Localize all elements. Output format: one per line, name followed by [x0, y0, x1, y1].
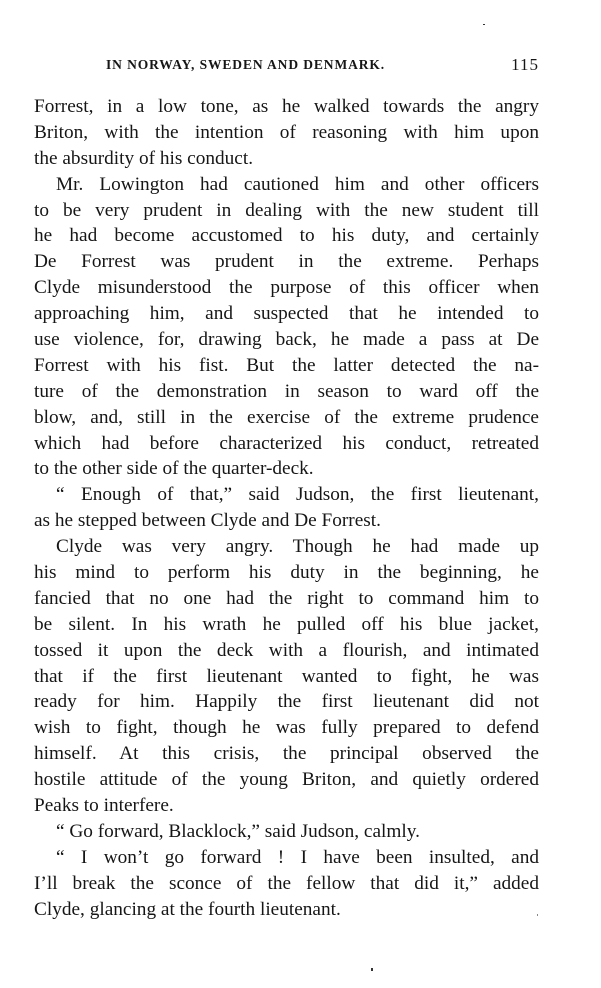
- page-number: 115: [511, 55, 539, 74]
- text-line: I’ll break the sconce of the fellow that did it,” added: [34, 872, 539, 894]
- page-header: [34, 55, 539, 77]
- text-line: himself. At this crisis, the principal observed the: [34, 743, 539, 765]
- text-line: which had before characterized his conduct, retreated: [34, 432, 539, 454]
- text-line: Peaks to interfere.: [34, 795, 174, 817]
- text-line: he had become accustomed to his duty, and certainly: [34, 225, 539, 247]
- text-line: the absurdity of his conduct.: [34, 147, 254, 169]
- print-speck: [371, 968, 373, 971]
- text-line: Mr. Lowington had cautioned him and other officers: [56, 173, 539, 195]
- text-line: wish to fight, though he was fully prepared to defend: [34, 717, 539, 739]
- text-line: be silent. In his wrath he pulled off his blue jacket,: [34, 613, 539, 635]
- print-speck: [537, 914, 538, 916]
- running-head: IN NORWAY, SWEDEN AND DENMARK.: [106, 57, 386, 72]
- print-speck: [483, 24, 485, 25]
- text-line: Clyde misunderstood the purpose of this officer when: [34, 277, 539, 299]
- text-line: ready for him. Happily the first lieutenant did not: [34, 691, 539, 713]
- text-line: as he stepped between Clyde and De Forrest.: [34, 510, 381, 532]
- text-line: ture of the demonstration in season to ward off the: [34, 380, 539, 402]
- text-line: use violence, for, drawing back, he made a pass at De: [34, 329, 539, 351]
- text-line: fancied that no one had the right to command him to: [34, 587, 539, 609]
- text-line: Briton, with the intention of reasoning with him upon: [34, 121, 539, 143]
- body-text: [34, 94, 539, 923]
- text-line: De Forrest was prudent in the extreme. Perhaps: [34, 251, 539, 273]
- text-line: Clyde, glancing at the fourth lieutenant.: [34, 898, 341, 920]
- text-line: to be very prudent in dealing with the new student till: [34, 199, 539, 221]
- text-line: his mind to perform his duty in the beginning, he: [34, 562, 539, 584]
- text-line: hostile attitude of the young Briton, and quietly ordered: [34, 769, 539, 791]
- text-line: “ I won’t go forward ! I have been insulted, and: [56, 846, 539, 868]
- text-line: “ Enough of that,” said Judson, the first lieutenant,: [56, 484, 539, 506]
- text-line: tossed it upon the deck with a flourish, and intimated: [34, 639, 539, 661]
- text-line: blow, and, still in the exercise of the extreme prudence: [34, 406, 539, 428]
- text-line: that if the first lieutenant wanted to fight, he was: [34, 665, 539, 687]
- text-line: “ Go forward, Blacklock,” said Judson, calmly.: [56, 820, 420, 842]
- text-line: Forrest, in a low tone, as he walked towards the angry: [34, 96, 539, 117]
- text-line: approaching him, and suspected that he intended to: [34, 303, 539, 325]
- text-line: Clyde was very angry. Though he had made up: [56, 536, 539, 558]
- text-line: Forrest with his fist. But the latter detected the na-: [34, 354, 539, 376]
- text-line: to the other side of the quarter-deck.: [34, 458, 314, 480]
